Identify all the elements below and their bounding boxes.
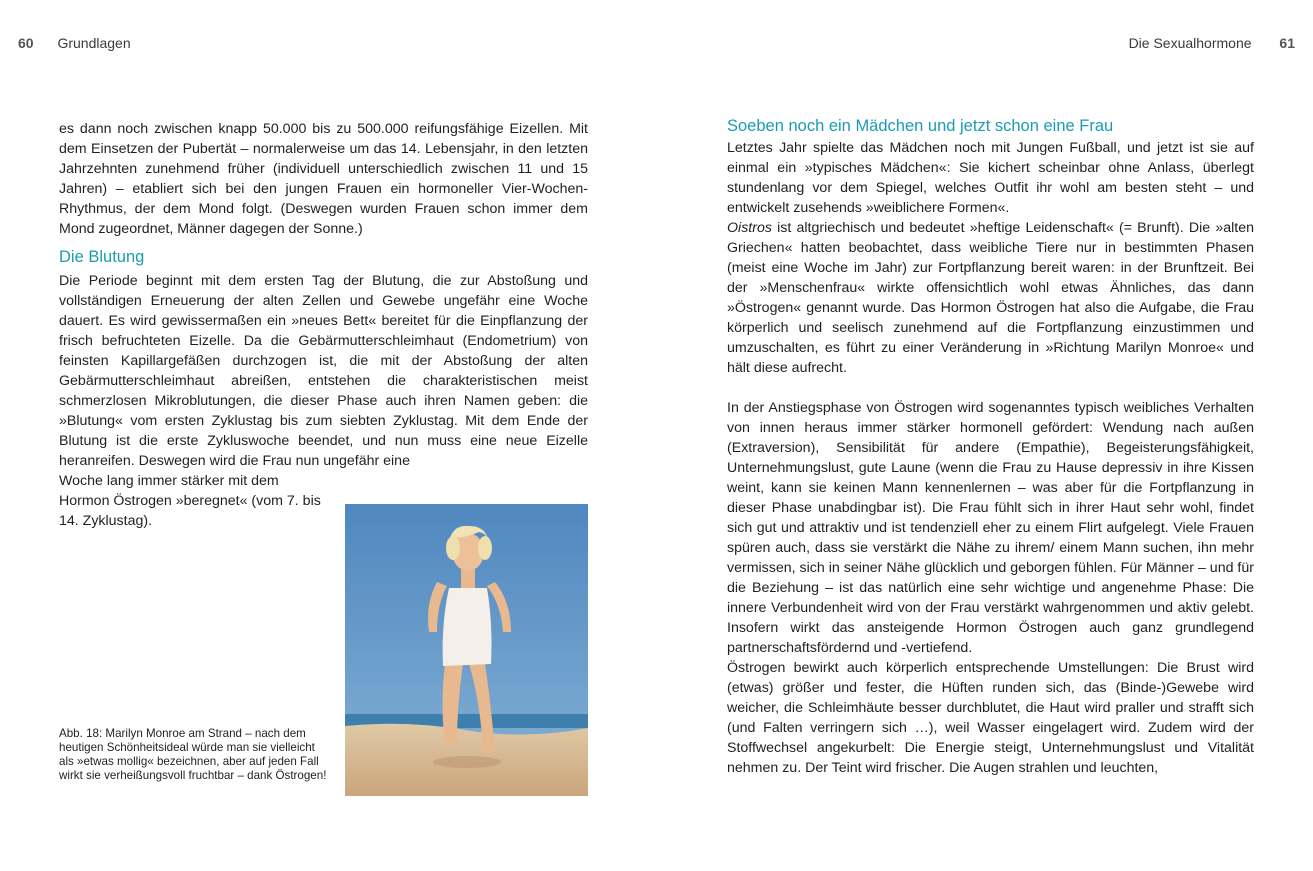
right-page-header — [1129, 35, 1295, 51]
paragraph-gap — [727, 378, 1254, 398]
paragraph-fussball: Letztes Jahr spielte das Mädchen noch mit Jungen Fußball, und jetzt ist sie auf einmal ein »typisches Mädchen«: Sie kichert scheinbar ohne Anlass, überlegt stundenlang vor dem Spiegel, welches Outfit ihr wohl am besten steht – und entwickelt zusehends »weiblichere Formen«. — [727, 140, 1254, 216]
right-running-title: Die Sexualhormone — [1128, 35, 1252, 51]
left-page-number: 60 — [18, 35, 34, 51]
paragraph-koerperlich: Östrogen bewirkt auch körperlich entsprechende Umstellungen: Die Brust wird (etwas) größer und fester, die Hüften runden sich, das (Binde-)Gewebe wird weicher, die Schleimhäute besser durchblutet, die Haut wird praller und strafft sich (und Falten verringern sich …), weil Wasser eingelagert wird. Zudem wird der Stoffwechsel angekurbelt: Die Energie steigt, Unternehmungslust und Vitalität nehmen zu. Der Teint wird frischer. Die Augen strahlen und leuchten, — [727, 660, 1254, 776]
marilyn-monroe-beach-photo — [345, 504, 588, 796]
section-heading-maedchen-frau: Soeben noch ein Mädchen und jetzt schon eine Frau — [727, 117, 1114, 135]
left-running-title: Grundlagen — [57, 35, 131, 51]
paragraph-oistros — [727, 218, 1254, 378]
right-page-text — [727, 114, 1254, 778]
intro-paragraph: es dann noch zwischen knapp 50.000 bis zu 500.000 reifungsfähige Eizellen. Mit dem Einsetzen der Pubertät – normalerweise um das 14. Lebensjahr, in den letzten Jahrzehnten zunehmend früher (individuell unterschiedlich zwischen 11 und 15 Jahren) – etabliert sich bei den jungen Frauen ein hormoneller Vier-Wochen-Rhythmus, der dem Mond folgt. (Deswegen wurden Frauen schon immer dem Mond zugeordnet, Männer dagegen der Sonne.) — [59, 121, 588, 237]
left-page-header — [18, 35, 131, 51]
paragraph-anstiegsphase: In der Anstiegsphase von Östrogen wird sogenanntes typisch weibliches Verhalten von innen heraus immer stärker hormonell gefördert: Wendung nach außen (Extraversion), Sensibilität für andere (Empathie), Begeisterungsfähigkeit, Unternehmungslust, gute Laune (wenn die Frau zu Hause depressiv in ihre Kissen weint, kann sie keinen Mann kennenlernen – was aber für die Fortpflanzung in dieser Phase unabdingbar ist). Die Frau fühlt sich in ihrer Haut sehr wohl, findet sich gut und attraktiv und ist tendenziell eher zu einem Flirt aufgelegt. Viele Frauen spüren auch, dass sie verstärkt die Nähe zu ihrem/ einem Mann suchen, ihn mehr vermissen, sich in seiner Nähe glücklich und geborgen fühlen. Für Männer – und für die Beziehung – ist das natürlich eine sehr wichtige und angenehme Phase: Die innere Verbundenheit wird von der Frau verstärkt wahrgenommen und aktiv gelebt. Insofern wirkt das ansteigende Hormon Östrogen auch ganz grundlegend partnerschaftsfördernd und -vertiefend. — [727, 400, 1254, 656]
oistros-term: Oistros — [727, 220, 772, 236]
section-heading-blutung: Die Blutung — [59, 248, 145, 266]
oistros-text: ist altgriechisch und bedeutet »heftige Leidenschaft« (= Brunft). Die »alten Griechen« hatten beobachtet, dass weibliche Tiere nur in bestimmten Phasen (meist eine Woche im Jahr) zur Fortpflanzung bereit waren: in der Brunftzeit. Bei der »Menschenfrau« wirkte offensichtlich wohl etwas Ähnliches, das dann »Östrogen« genannt wurde. Das Hormon Östrogen hat also die Aufgabe, die Frau körperlich und seelisch zunehmend auf die Fortpflanzung einzustimmen und umzuschalten, es führt zu einer Veränderung in »Richtung Marilyn Monroe« und hält diese aufrecht. — [727, 220, 1254, 376]
left-page-text — [59, 119, 588, 531]
blutung-paragraph-continued: Woche lang immer stärker mit dem Hormon Östrogen »beregnet« (vom 7. bis 14. Zyklustag). — [59, 473, 321, 529]
blutung-paragraph: Die Periode beginnt mit dem ersten Tag der Blutung, die zur Abstoßung und vollständigen Erneuerung der alten Zellen und Gewebe ungefähr eine Woche dauert. Es wird gewissermaßen ein »neues Bett« bereitet für die Einpflanzung der frisch befruchteten Eizelle. Da die Gebärmutterschleimhaut (Endometrium) von feinsten Kapillargefäßen durchzogen ist, die mit der Abstoßung der alten Gebärmutterschleimhaut abreißen, entstehen die charakteristischen meist schmerzlosen Mikroblutungen, die dieser Phase auch ihren Namen geben: die »Blutung« vom ersten Zyklustag bis zum siebten Zyklustag. Mit dem Ende der Blutung ist die erste Zykluswoche beendet, und nun muss eine neue Eizelle heranreifen. Deswegen wird die Frau nun ungefähr eine — [59, 273, 588, 469]
right-page-number: 61 — [1279, 35, 1295, 51]
figure-caption: Abb. 18: Marilyn Monroe am Strand – nach dem heutigen Schönheitsideal würde man sie vielleicht als »etwas mollig« bezeichnen, aber auf jeden Fall wirkt sie verheißungsvoll fruchtbar – dank Östrogen! — [59, 727, 327, 782]
